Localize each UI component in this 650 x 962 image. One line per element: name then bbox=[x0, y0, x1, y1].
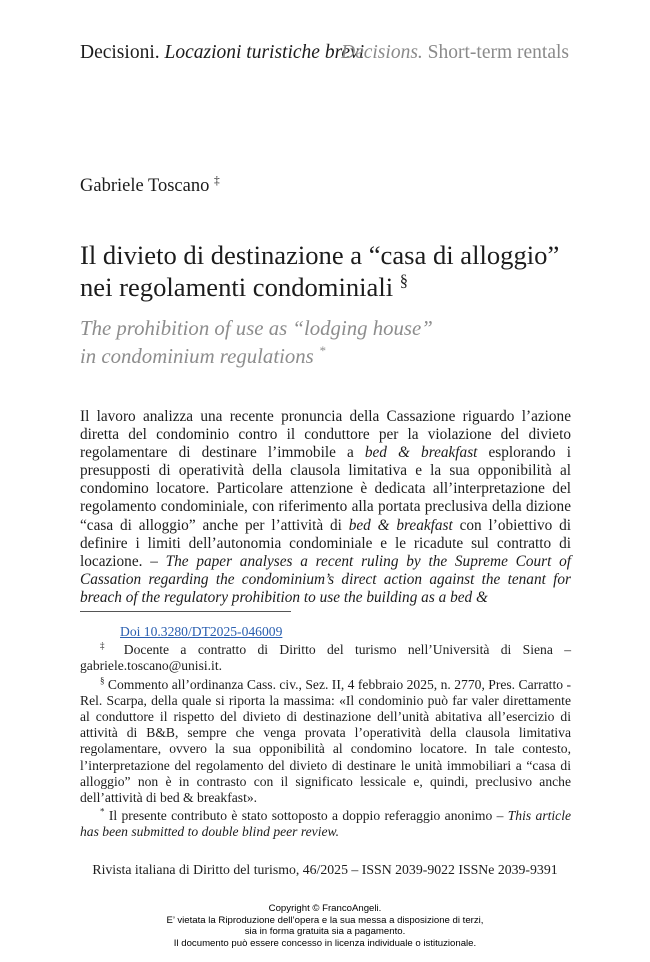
section-label-en: Decisions. bbox=[341, 42, 423, 63]
footnote-review-mark: * bbox=[100, 806, 105, 817]
article-title bbox=[80, 239, 600, 303]
title-footnote-mark: § bbox=[399, 271, 409, 291]
section-topic: Locazioni turistiche brevi bbox=[164, 42, 365, 63]
abstract-it-text-2: esplorando i presupposti di operatività della clausola limitativa e la sua opponibilità al condomino locatore. Particolare attenzione è dedicata all’interpretazione del regolamento condominiale, con riferimento alla portata preclusiva della dizione “casa di alloggio” anche per l’attività di bbox=[80, 444, 571, 534]
article-title-en bbox=[80, 315, 600, 371]
copyright-line-3: sia in forma gratuita sia a pagamento. bbox=[244, 926, 406, 938]
section-label: Decisioni. bbox=[80, 42, 160, 63]
footnote-comment-text: Commento all’ordinanza Cass. civ., Sez. II, 4 febbraio 2025, n. 2770, Pres. Carratto - Rel. Scarpa, della quale si riporta la massima: «Il condominio può far valer direttamente al conduttore il rispetto del divieto di destinazione dell’unità abitativa all’esercizio di attività di B&B, sempre che venga provata l’operatività della clausola limitativa regolamentare, ovvero la sua opponibilità al condomino locatore. In tale contesto, l’interpretazione del regolamento del divieto di destinare le unità immobiliari a “casa di alloggio” non è in contrasto con il significato lessicale e, quindi, preclusivo anche dell’attività di bed & breakfast». bbox=[80, 676, 571, 806]
footnote-review bbox=[80, 808, 571, 840]
abstract-it-text-3: con l’obiettivo di definire i limiti dell’autonomia condominiale e le ricadute sul contratto di locazione. – bbox=[80, 516, 571, 570]
section-topic-en: Short-term rentals bbox=[427, 42, 569, 63]
footnote-comment bbox=[80, 677, 571, 807]
abstract-it-em-2: bed & breakfast bbox=[348, 516, 453, 534]
copyright-line-4: Il documento può essere concesso in licenza individuale o istituzionale. bbox=[173, 937, 477, 949]
running-header-right bbox=[341, 42, 569, 64]
title-line-1: Il divieto di destinazione a “casa di alloggio” bbox=[80, 240, 560, 270]
title-en-line-2 bbox=[80, 343, 600, 371]
title-en-line-1: The prohibition of use as “lodging house” bbox=[80, 317, 433, 340]
copyright-line-2: E’ vietata la Riproduzione dell’opera e la sua messa a disposizione di terzi, bbox=[166, 914, 484, 926]
title-line-2 bbox=[80, 271, 600, 303]
journal-citation: Rivista italiana di Diritto del turismo, 46/2025 – ISSN 2039-9022 ISSNe 2039-9391 bbox=[92, 862, 558, 877]
abstract-en-text: The paper analyses a recent ruling by the Supreme Court of Cassation regarding the condominium’s direct action against the tenant for breach of the regulatory prohibition to use the building as a bed & bbox=[80, 552, 572, 606]
title-en-footnote-mark: * bbox=[318, 344, 326, 359]
abstract bbox=[80, 408, 571, 607]
footnote-comment-mark: § bbox=[100, 675, 105, 686]
abstract-it-em-1: bed & breakfast bbox=[364, 444, 478, 462]
footnotes bbox=[80, 624, 571, 843]
abstract-it-text-1: Il lavoro analizza una recente pronuncia della Cassazione riguardo l’azione diretta del condominio contro il conduttore per la violazione del divieto regolamentare di destinare l’immobile a bbox=[80, 408, 571, 462]
title-en-line-2-text: in condominium regulations bbox=[80, 345, 314, 368]
doi-link[interactable]: Doi 10.3280/DT2025-046009 bbox=[120, 624, 283, 639]
running-header-left bbox=[80, 42, 364, 64]
copyright-line-1: Copyright © FrancoAngeli. bbox=[268, 903, 382, 914]
copyright-notice bbox=[0, 903, 650, 949]
footnote-author-mark: ‡ bbox=[100, 640, 113, 651]
footnote-author bbox=[80, 642, 571, 674]
author-line bbox=[80, 176, 220, 197]
title-line-2-text: nei regolamenti condominiali bbox=[80, 272, 394, 302]
footnote-divider bbox=[80, 611, 291, 612]
doi-line bbox=[80, 624, 571, 640]
author-footnote-mark: ‡ bbox=[213, 174, 220, 187]
footnote-review-text: Il presente contributo è stato sottoposto a doppio referaggio anonimo – bbox=[108, 808, 508, 824]
author-name: Gabriele Toscano bbox=[80, 176, 210, 196]
footnote-author-text: Docente a contratto di Diritto del turismo nell’Università di Siena – gabriele.toscano@unisi.it. bbox=[80, 642, 571, 674]
footnote-review-text-en: This article has been submitted to double blind peer review. bbox=[80, 808, 572, 840]
